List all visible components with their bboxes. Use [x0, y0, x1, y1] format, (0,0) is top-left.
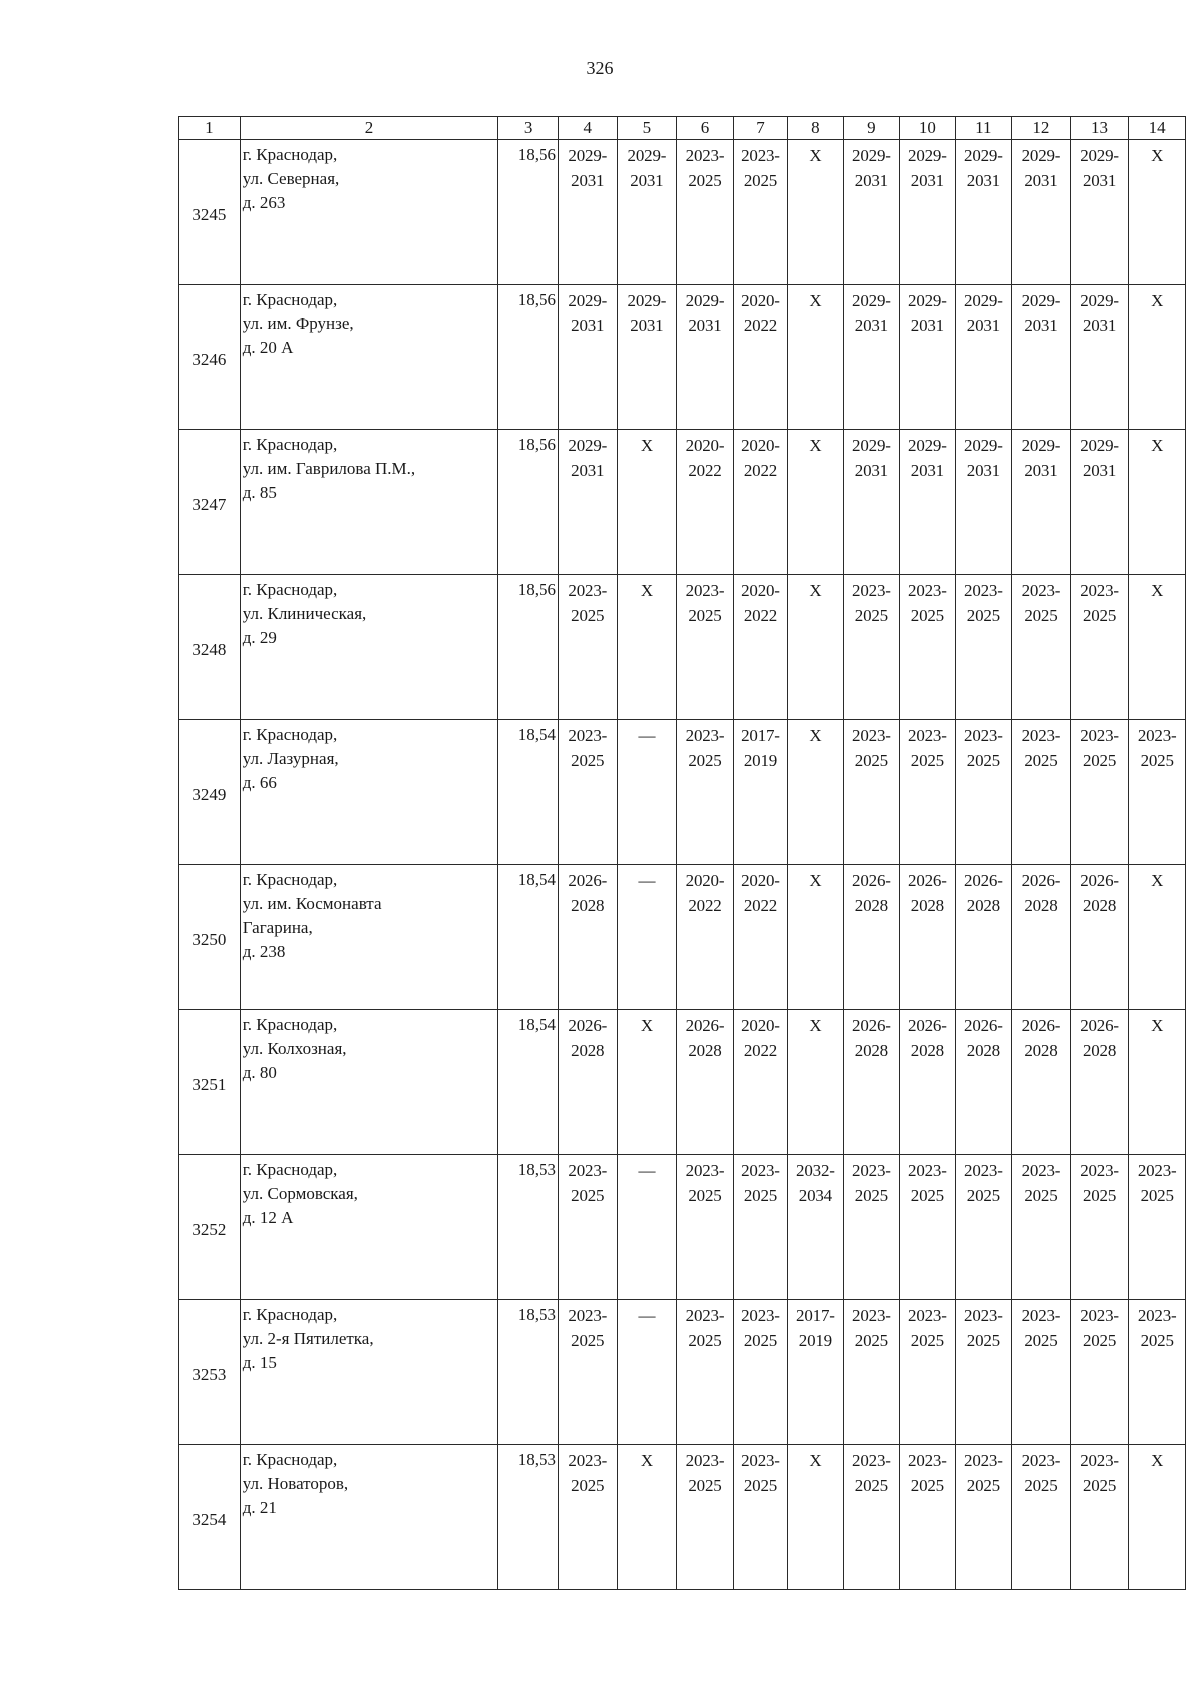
period-cell: 2023- 2025: [955, 720, 1012, 865]
period-cell: X: [617, 575, 677, 720]
address-cell: [240, 865, 498, 1010]
table-row: [179, 1155, 1186, 1300]
period-cell: 2032- 2034: [788, 1155, 843, 1300]
period-cell: 2023- 2025: [1012, 720, 1071, 865]
address-line: г. Краснодар,: [242, 580, 338, 599]
period-cell: 2029- 2031: [1012, 285, 1071, 430]
period-cell: 2023- 2025: [843, 1300, 900, 1445]
address-line: г. Краснодар,: [242, 145, 338, 164]
period-cell: 2029- 2031: [617, 285, 677, 430]
period-cell: 2026- 2028: [843, 1010, 900, 1155]
period-cell: 2029- 2031: [1012, 140, 1071, 285]
period-cell: 2023- 2025: [677, 1300, 734, 1445]
table-row: [179, 1300, 1186, 1445]
period-cell: X: [788, 430, 843, 575]
period-cell: 2026- 2028: [1012, 1010, 1071, 1155]
period-cell: X: [1129, 1445, 1186, 1590]
period-cell: 2026- 2028: [900, 1010, 955, 1155]
period-cell: 2029- 2031: [900, 430, 955, 575]
address-cell: [240, 285, 498, 430]
period-cell: 2023- 2025: [677, 720, 734, 865]
table-row: [179, 865, 1186, 1010]
period-cell: X: [788, 720, 843, 865]
table-row: [179, 1010, 1186, 1155]
period-cell: 2017- 2019: [733, 720, 787, 865]
value-cell: 18,53: [498, 1155, 559, 1300]
period-cell: 2023- 2025: [955, 575, 1012, 720]
value-cell: 18,56: [498, 285, 559, 430]
period-cell: 2026- 2028: [1012, 865, 1071, 1010]
address-line: д. 80: [242, 1063, 277, 1082]
period-cell: 2023- 2025: [733, 1155, 787, 1300]
period-cell: 2023- 2025: [733, 1445, 787, 1590]
period-cell: 2023- 2025: [677, 1155, 734, 1300]
period-cell: 2029- 2031: [900, 140, 955, 285]
column-header: 2: [240, 117, 498, 140]
value-cell: 18,56: [498, 430, 559, 575]
period-cell: 2023- 2025: [900, 1155, 955, 1300]
period-cell: 2029- 2031: [558, 285, 617, 430]
row-number: 3250: [179, 865, 241, 1010]
address-line: г. Краснодар,: [242, 1305, 338, 1324]
column-number-row: [179, 117, 1186, 140]
value-cell: 18,54: [498, 720, 559, 865]
period-cell: 2023- 2025: [558, 575, 617, 720]
period-cell: X: [617, 1010, 677, 1155]
period-cell: X: [1129, 430, 1186, 575]
period-cell: —: [617, 1300, 677, 1445]
row-number: 3245: [179, 140, 241, 285]
period-cell: 2023- 2025: [733, 140, 787, 285]
column-header: 8: [788, 117, 843, 140]
period-cell: X: [788, 140, 843, 285]
period-cell: 2023- 2025: [843, 1155, 900, 1300]
row-number: 3251: [179, 1010, 241, 1155]
address-line: д. 20 А: [242, 338, 294, 357]
period-cell: 2026- 2028: [900, 865, 955, 1010]
period-cell: 2023- 2025: [558, 1300, 617, 1445]
period-cell: 2023- 2025: [1012, 575, 1071, 720]
address-line: г. Краснодар,: [242, 435, 338, 454]
period-cell: 2029- 2031: [843, 430, 900, 575]
address-line: ул. им. Фрунзе,: [242, 314, 354, 333]
address-cell: [240, 575, 498, 720]
period-cell: X: [1129, 1010, 1186, 1155]
period-cell: 2023- 2025: [900, 720, 955, 865]
address-line: д. 12 А: [242, 1208, 294, 1227]
address-line: ул. им. Гаврилова П.М.,: [242, 459, 416, 478]
period-cell: 2029- 2031: [1070, 140, 1129, 285]
column-header: 5: [617, 117, 677, 140]
period-cell: 2023- 2025: [1070, 1300, 1129, 1445]
period-cell: 2023- 2025: [843, 1445, 900, 1590]
period-cell: 2026- 2028: [955, 1010, 1012, 1155]
address-line: Гагарина,: [242, 918, 313, 937]
period-cell: —: [617, 720, 677, 865]
column-header: 7: [733, 117, 787, 140]
address-line: г. Краснодар,: [242, 1160, 338, 1179]
address-line: ул. Новаторов,: [242, 1474, 349, 1493]
period-cell: X: [788, 285, 843, 430]
address-cell: [240, 1010, 498, 1155]
period-cell: 2023- 2025: [558, 720, 617, 865]
period-cell: 2023- 2025: [677, 1445, 734, 1590]
period-cell: 2029- 2031: [900, 285, 955, 430]
period-cell: 2023- 2025: [558, 1445, 617, 1590]
period-cell: 2029- 2031: [558, 140, 617, 285]
period-cell: 2029- 2031: [843, 285, 900, 430]
address-cell: [240, 1155, 498, 1300]
period-cell: X: [788, 1445, 843, 1590]
period-cell: 2020- 2022: [733, 575, 787, 720]
period-cell: 2023- 2025: [1070, 575, 1129, 720]
period-cell: 2029- 2031: [843, 140, 900, 285]
period-cell: 2023- 2025: [843, 575, 900, 720]
address-cell: [240, 430, 498, 575]
period-cell: 2017- 2019: [788, 1300, 843, 1445]
period-cell: 2023- 2025: [677, 140, 734, 285]
column-header: 6: [677, 117, 734, 140]
period-cell: X: [617, 1445, 677, 1590]
address-line: ул. Колхозная,: [242, 1039, 347, 1058]
table-row: [179, 285, 1186, 430]
period-cell: 2023- 2025: [1012, 1300, 1071, 1445]
column-header: 10: [900, 117, 955, 140]
value-cell: 18,53: [498, 1300, 559, 1445]
column-header: 4: [558, 117, 617, 140]
period-cell: 2026- 2028: [558, 865, 617, 1010]
period-cell: 2023- 2025: [1070, 720, 1129, 865]
period-cell: 2026- 2028: [955, 865, 1012, 1010]
address-cell: [240, 1300, 498, 1445]
address-line: ул. Лазурная,: [242, 749, 339, 768]
table-row: [179, 1445, 1186, 1590]
table-row: [179, 140, 1186, 285]
address-line: д. 15: [242, 1353, 277, 1372]
row-number: 3253: [179, 1300, 241, 1445]
table-row: [179, 575, 1186, 720]
column-header: 12: [1012, 117, 1071, 140]
row-number: 3254: [179, 1445, 241, 1590]
period-cell: 2023- 2025: [955, 1445, 1012, 1590]
row-number: 3252: [179, 1155, 241, 1300]
period-cell: 2026- 2028: [843, 865, 900, 1010]
address-line: г. Краснодар,: [242, 870, 338, 889]
period-cell: 2023- 2025: [900, 1445, 955, 1590]
period-cell: 2026- 2028: [558, 1010, 617, 1155]
period-cell: 2026- 2028: [1070, 1010, 1129, 1155]
period-cell: 2029- 2031: [1070, 285, 1129, 430]
period-cell: X: [1129, 865, 1186, 1010]
period-cell: 2023- 2025: [955, 1300, 1012, 1445]
value-cell: 18,53: [498, 1445, 559, 1590]
address-line: г. Краснодар,: [242, 1450, 338, 1469]
address-line: д. 263: [242, 193, 286, 212]
row-number: 3246: [179, 285, 241, 430]
address-line: г. Краснодар,: [242, 290, 338, 309]
period-cell: 2023- 2025: [558, 1155, 617, 1300]
address-cell: [240, 140, 498, 285]
period-cell: 2023- 2025: [900, 575, 955, 720]
page-number: 326: [586, 58, 614, 78]
column-header: 9: [843, 117, 900, 140]
period-cell: 2020- 2022: [733, 1010, 787, 1155]
address-line: д. 21: [242, 1498, 277, 1517]
address-line: д. 238: [242, 942, 286, 961]
period-cell: 2020- 2022: [733, 865, 787, 1010]
value-cell: 18,54: [498, 865, 559, 1010]
period-cell: 2020- 2022: [733, 285, 787, 430]
address-cell: [240, 720, 498, 865]
address-line: д. 29: [242, 628, 277, 647]
period-cell: 2026- 2028: [677, 1010, 734, 1155]
address-line: ул. Северная,: [242, 169, 340, 188]
period-cell: X: [788, 575, 843, 720]
period-cell: 2020- 2022: [677, 430, 734, 575]
period-cell: 2023- 2025: [900, 1300, 955, 1445]
period-cell: 2023- 2025: [733, 1300, 787, 1445]
period-cell: 2029- 2031: [558, 430, 617, 575]
row-number: 3247: [179, 430, 241, 575]
row-number: 3249: [179, 720, 241, 865]
period-cell: 2029- 2031: [677, 285, 734, 430]
period-cell: 2023- 2025: [1012, 1155, 1071, 1300]
value-cell: 18,54: [498, 1010, 559, 1155]
period-cell: X: [617, 430, 677, 575]
period-cell: —: [617, 865, 677, 1010]
period-cell: 2023- 2025: [677, 575, 734, 720]
period-cell: 2023- 2025: [1129, 720, 1186, 865]
period-cell: X: [788, 1010, 843, 1155]
period-cell: X: [1129, 140, 1186, 285]
table-row: [179, 430, 1186, 575]
period-cell: 2023- 2025: [1012, 1445, 1071, 1590]
column-header: 3: [498, 117, 559, 140]
column-header: 13: [1070, 117, 1129, 140]
period-cell: 2020- 2022: [677, 865, 734, 1010]
value-cell: 18,56: [498, 575, 559, 720]
period-cell: 2023- 2025: [1070, 1445, 1129, 1590]
value-cell: 18,56: [498, 140, 559, 285]
address-line: г. Краснодар,: [242, 1015, 338, 1034]
column-header: 11: [955, 117, 1012, 140]
period-cell: 2023- 2025: [955, 1155, 1012, 1300]
address-line: ул. 2-я Пятилетка,: [242, 1329, 374, 1348]
address-line: д. 85: [242, 483, 277, 502]
period-cell: 2026- 2028: [1070, 865, 1129, 1010]
address-line: г. Краснодар,: [242, 725, 338, 744]
table-body: [179, 140, 1186, 1590]
address-line: д. 66: [242, 773, 277, 792]
period-cell: X: [788, 865, 843, 1010]
column-header: 1: [179, 117, 241, 140]
period-cell: 2029- 2031: [955, 140, 1012, 285]
column-header: 14: [1129, 117, 1186, 140]
period-cell: 2023- 2025: [843, 720, 900, 865]
period-cell: X: [1129, 285, 1186, 430]
period-cell: —: [617, 1155, 677, 1300]
period-cell: 2029- 2031: [955, 285, 1012, 430]
period-cell: 2029- 2031: [955, 430, 1012, 575]
schedule-table: [178, 116, 1186, 1590]
row-number: 3248: [179, 575, 241, 720]
address-line: ул. Сормовская,: [242, 1184, 358, 1203]
period-cell: X: [1129, 575, 1186, 720]
period-cell: 2029- 2031: [1070, 430, 1129, 575]
address-cell: [240, 1445, 498, 1590]
address-line: ул. им. Космонавта: [242, 894, 382, 913]
period-cell: 2023- 2025: [1129, 1155, 1186, 1300]
period-cell: 2029- 2031: [617, 140, 677, 285]
period-cell: 2020- 2022: [733, 430, 787, 575]
table-row: [179, 720, 1186, 865]
period-cell: 2023- 2025: [1129, 1300, 1186, 1445]
period-cell: 2029- 2031: [1012, 430, 1071, 575]
address-line: ул. Клиническая,: [242, 604, 367, 623]
period-cell: 2023- 2025: [1070, 1155, 1129, 1300]
